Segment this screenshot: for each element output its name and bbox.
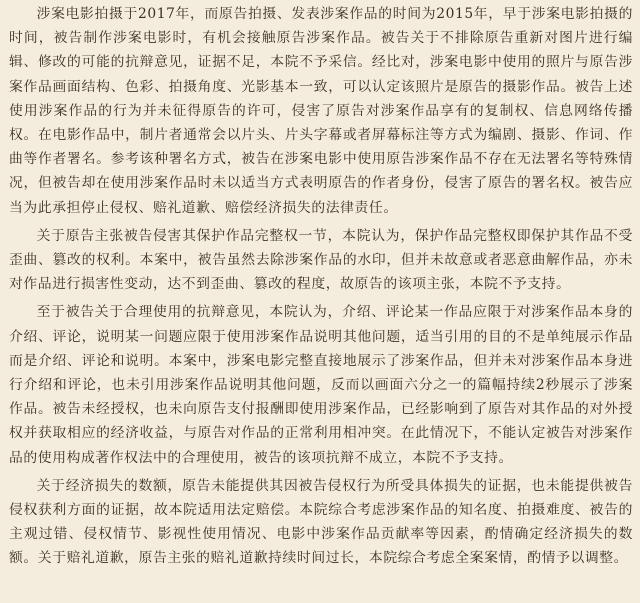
paragraph-fair-use: 至于被告关于合理使用的抗辩意见，本院认为，介绍、评论某一作品应限于对涉案作品本身的介绍、评论，说明某一问题应限于使用涉案作品说明其他问题，适当引用的目的不是单纯展示作品而是介绍、评论和说明。本案中，涉案电影完整直接地展示了涉案作品，但并未对涉案作品本身进行介绍和评论，也未引用涉案作品说明其他问题，反而以画面六分之一的篇幅持续2秒展示了涉案作品。被告未经授权，也未向原告支付报酬即使用涉案作品，已经影响到了原告对其作品的对外授权并获取相应的经济收益，与原告对作品的正常利用相冲突。在此情况下，不能认定被告对涉案作品的使用构成著作权法中的合理使用，被告的该项抗辩不成立，本院不予支持。 (9, 304, 633, 466)
paragraph-integrity-right: 关于原告主张被告侵害其保护作品完整权一节，本院认为，保护作品完整权即保护其作品不受歪曲、篡改的权利。本案中，被告虽然去除涉案作品的水印，但并未故意或者恶意曲解作品，亦未对作品进行损害性变动，达不到歪曲、篡改的程度，故原告的该项主张，本院不予支持。 (9, 227, 633, 293)
paragraph-infringement-analysis: 涉案电影拍摄于2017年，而原告拍摄、发表涉案作品的时间为2015年，早于涉案电影拍摄的时间，被告制作涉案电影时，有机会接触原告涉案作品。被告关于不排除原告重新对图片进行编辑、修改的可能的抗辩意见，证据不足，本院不予采信。经比对，涉案电影中使用的照片与原告涉案作品画面结构、色彩、拍摄角度、光影基本一致，可以认定该照片是原告的摄影作品。被告上述使用涉案作品的行为并未征得原告的许可，侵害了原告对涉案作品享有的复制权、信息网络传播权。在电影作品中，制片者通常会以片头、片头字幕或者屏幕标注等方式为编剧、摄影、作词、作曲等作者署名。参考该种署名方式，被告在涉案电影中使用原告涉案作品不存在无法署名等特殊情况，但被告却在使用涉案作品时未以适当方式表明原告的作者身份，侵害了原告的署名权。被告应当为此承担停止侵权、赔礼道歉、赔偿经济损失的法律责任。 (9, 6, 633, 216)
paragraph-damages: 关于经济损失的数额，原告未能提供其因被告侵权行为所受具体损失的证据，也未能提供被告侵权获利方面的证据，故本院适用法定赔偿。本院综合考虑涉案作品的知名度、拍摄难度、被告的主观过错、侵权情节、影视性使用情况、电影中涉案作品贡献率等因素，酌情确定经济损失的数额。关于赔礼道歉，原告主张的赔礼道歉持续时间过长，本院综合考虑全案案情，酌情予以调整。 (9, 477, 633, 567)
